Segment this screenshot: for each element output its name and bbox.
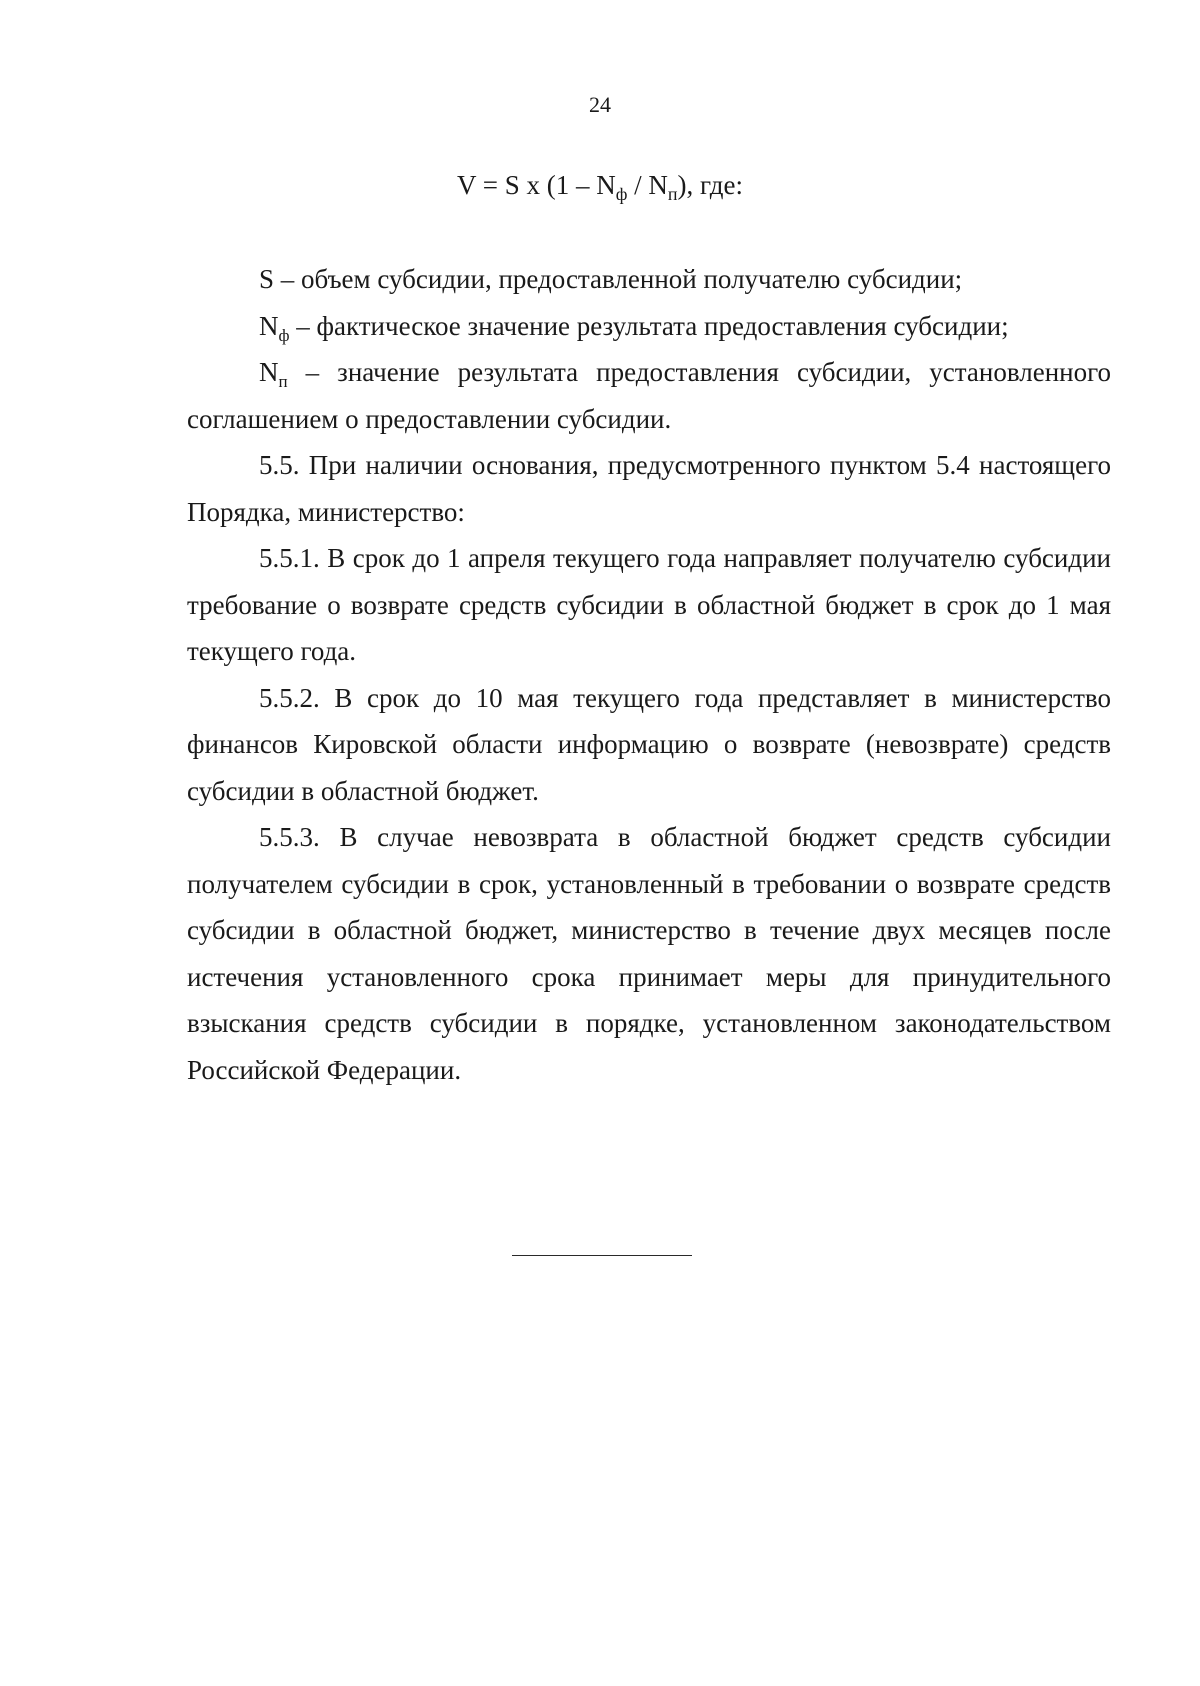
paragraph-5-5-1: 5.5.1. В срок до 1 апреля текущего года направляет получателю субсидии требование о возврате средств субсидии в областной бюджет в срок до 1 мая текущего года. — [187, 543, 1111, 666]
definition-symbol: S — [259, 264, 275, 294]
definition-text: – фактическое значение результата предоставления субсидии; — [289, 310, 1009, 341]
definition-subscript: п — [278, 372, 288, 391]
definition-text: – объем субсидии, предоставленной получателю субсидии; — [274, 264, 963, 294]
document-body — [187, 256, 1111, 1093]
definition-text: – значение результата предоставления субсидии, установленного соглашением о предоставлении субсидии. — [187, 357, 1111, 434]
definition-subscript: ф — [278, 325, 290, 345]
formula-rhs: ), где: — [677, 170, 743, 200]
formula-lhs: V = S x (1 – N — [456, 170, 616, 200]
formula-subscript-p: п — [667, 184, 678, 204]
paragraph-5-5-3: 5.5.3. В случае невозврата в областной бюджет средств субсидии получателем субсидии в срок, установленный в требовании о возврате средств субсидии в областной бюджет, министерство в течение двух месяцев после истечения установленного срока принимает меры для принудительного взыскания средств субсидии в порядке, установленном законодательством Российской Федерации. — [187, 822, 1111, 1085]
definition-symbol: N — [259, 310, 279, 341]
end-divider-line — [512, 1255, 692, 1256]
paragraph-5-5: 5.5. При наличии основания, предусмотренного пунктом 5.4 настоящего Порядка, министерство: — [187, 450, 1111, 527]
formula-mid: / N — [627, 170, 668, 200]
paragraph-5-5-2: 5.5.2. В срок до 10 мая текущего года представляет в министерство финансов Кировской области информацию о возврате (невозврате) средств субсидии в областной бюджет. — [187, 682, 1111, 806]
definition-n-p — [187, 349, 1111, 442]
formula — [0, 168, 1200, 202]
page-number: 24 — [589, 92, 611, 117]
formula-subscript-f: ф — [615, 184, 628, 204]
definition-symbol: N — [259, 357, 279, 387]
definition-s — [187, 256, 1111, 303]
definition-n-f — [187, 303, 1111, 350]
